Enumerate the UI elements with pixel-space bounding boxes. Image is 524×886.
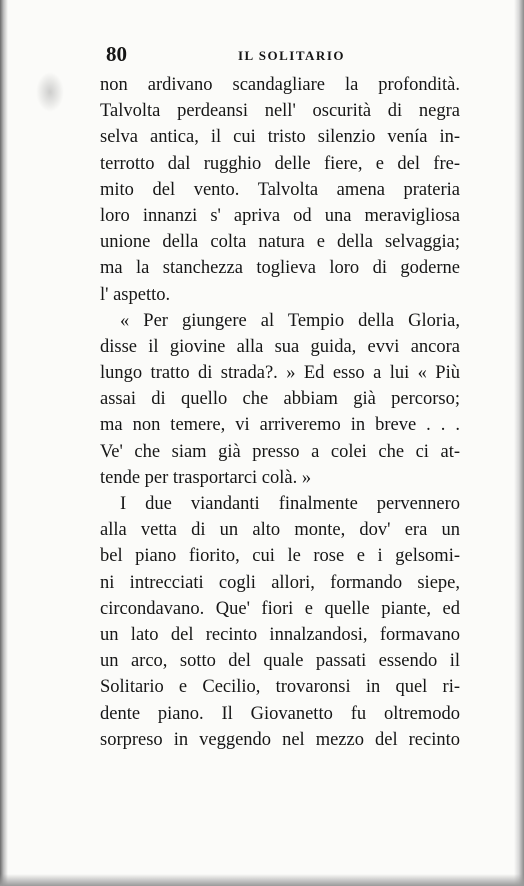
text-line: unione della colta natura e della selvaggia; (100, 232, 460, 253)
page-number: 80 (106, 42, 127, 66)
running-title: IL SOLITARIO (238, 48, 345, 63)
text-line: tende per trasportarci colà. » (100, 467, 312, 488)
text-line: I due viandanti finalmente pervennero (120, 494, 460, 514)
text-line: alla vetta di un alto monte, dov' era un (100, 520, 460, 541)
text-line: Talvolta perdeansi nell' oscurità di negra (100, 101, 460, 122)
text-line: mito del vento. Talvolta amena prateria (100, 179, 460, 200)
text-line: Ve' che siam già presso a colei che ci at- (100, 441, 460, 462)
text-line: « Per giungere al Tempio della Gloria, (120, 310, 460, 331)
text-line: Solitario e Cecilio, trovaronsi in quel ri- (100, 677, 460, 698)
text-line: non ardivano scandagliare la profondità. (100, 75, 460, 95)
text-line: ma la stanchezza toglieva loro di goderne (100, 258, 460, 279)
text-line: un lato del recinto innalzandosi, formavano (100, 624, 460, 645)
text-line: ma non temere, vi arriveremo in breve . . . (100, 415, 460, 436)
ink-smudge (36, 72, 64, 112)
page-left-edge-shadow (0, 0, 8, 886)
text-line: selva antica, il cui tristo silenzio venía in- (100, 127, 460, 148)
text-line: bel piano fiorito, cui le rose e i gelsomi- (100, 546, 460, 567)
text-line: loro innanzi s' apriva od una meravigliosa (100, 205, 460, 226)
text-line: sorpreso in veggendo nel mezzo del recinto (100, 729, 460, 750)
text-line: assai di quello che abbiam già percorso; (100, 389, 460, 410)
text-line: ni intrecciati cogli allori, formando siepe, (100, 572, 460, 593)
text-line: un arco, sotto del quale passati essendo il (100, 651, 460, 672)
text-line: l' aspetto. (100, 284, 171, 305)
text-line: terrotto dal rugghio delle fiere, e del fre- (100, 153, 460, 174)
body-text (100, 72, 460, 753)
text-line: disse il giovine alla sua guida, evvi ancora (100, 336, 460, 357)
page-right-edge-shadow (514, 0, 524, 886)
text-line: dente piano. Il Giovanetto fu oltremodo (100, 703, 460, 724)
page-header (106, 42, 458, 68)
page-bottom-edge-shadow (0, 874, 524, 886)
text-line: lungo tratto di strada?. » Ed esso a lui « Più (100, 363, 460, 384)
text-line: circondavano. Que' fiori e quelle piante, ed (100, 598, 460, 619)
